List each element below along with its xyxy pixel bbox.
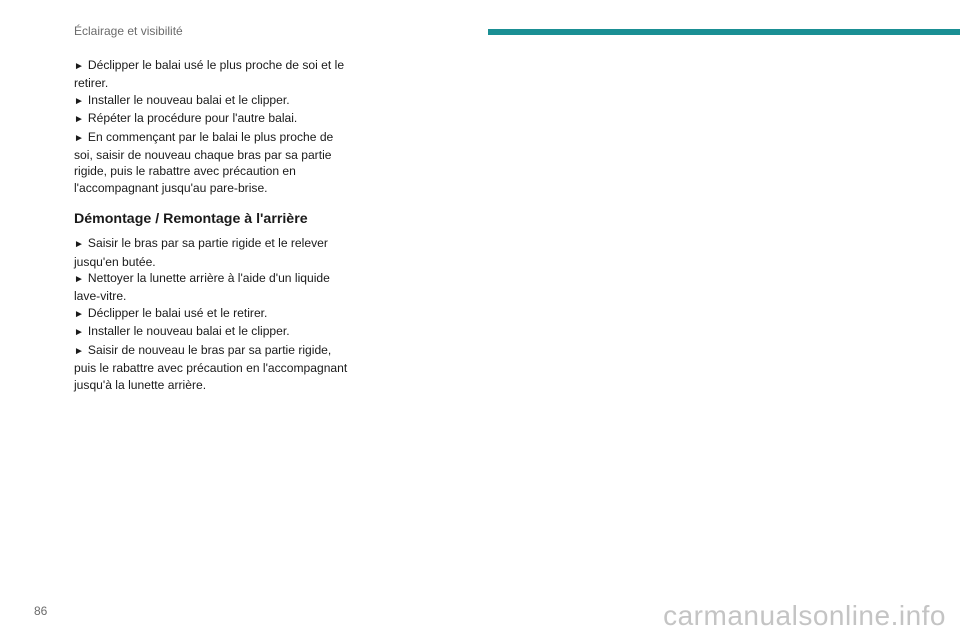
instruction-step [74,57,349,92]
page-number: 86 [34,604,48,618]
instruction-text: Déclipper le balai usé et le retirer. [87,305,268,320]
rear-instructions-list [74,235,349,393]
instruction-step [74,235,349,270]
instruction-step [74,270,349,305]
running-header: Éclairage et visibilité [74,24,183,38]
front-instructions-list [74,57,349,196]
bullet-arrow-icon: ► [74,345,84,357]
bullet-arrow-icon: ► [74,327,84,339]
main-column [74,57,349,393]
instruction-text: Saisir le bras par sa partie rigide et le relever jusqu'en butée. [74,236,328,269]
section-heading-rear: Démontage / Remontage à l'arrière [74,211,308,228]
instruction-step [74,323,349,341]
bullet-arrow-icon: ► [74,239,84,251]
instruction-text: Répéter la procédure pour l'autre balai. [87,111,298,126]
instruction-step [74,129,349,197]
instruction-text: Nettoyer la lunette arrière à l'aide d'un liquide lave-vitre. [74,271,330,304]
watermark-text: carmanualsonline.info [663,600,946,631]
bullet-arrow-icon: ► [74,114,84,126]
header-accent-bar [488,29,960,35]
instruction-step [74,92,349,110]
bullet-arrow-icon: ► [74,95,84,107]
bullet-arrow-icon: ► [74,308,84,320]
instruction-text: Installer le nouveau balai et le clipper. [87,92,290,107]
instruction-text: Installer le nouveau balai et le clipper. [87,324,290,339]
instruction-text: En commençant par le balai le plus proche de soi, saisir de nouveau chaque bras par sa partie rigide, puis le rabattre avec précaution en l'accompagnant jusqu'au pare-brise. [74,129,334,195]
bullet-arrow-icon: ► [74,132,84,144]
instruction-step [74,305,349,323]
bullet-arrow-icon: ► [74,61,84,72]
instruction-text: Saisir de nouveau le bras par sa partie rigide, puis le rabattre avec précaution en l'accompagnant jusqu'à la lunette arrière. [74,342,348,392]
instruction-step [74,342,349,393]
instruction-text: Déclipper le balai usé le plus proche de soi et le retirer. [74,58,345,91]
bullet-arrow-icon: ► [74,274,84,286]
instruction-step [74,110,349,128]
